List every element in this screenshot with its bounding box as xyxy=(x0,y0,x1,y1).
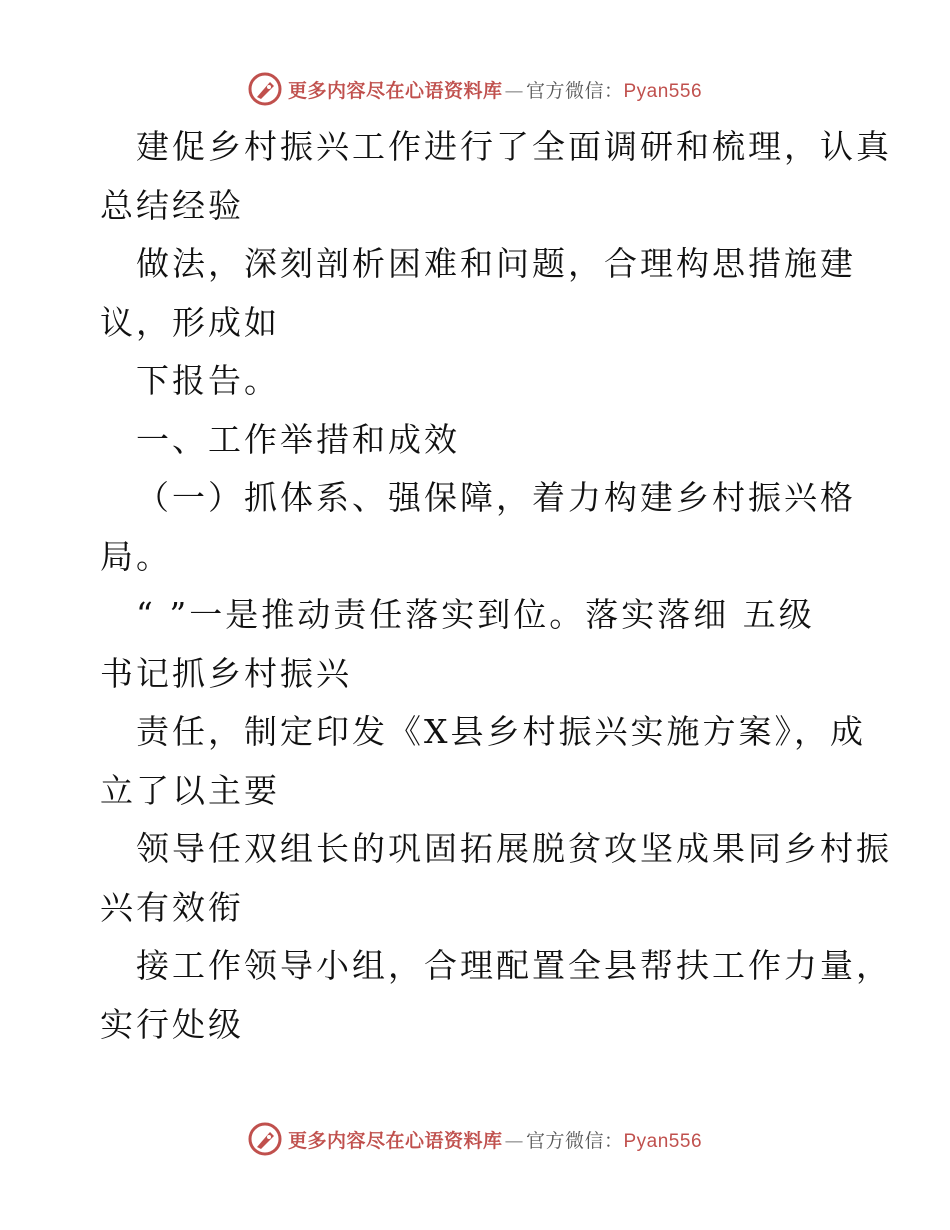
text-line: 责任，制定印发《X县乡村振兴实施方案》，成 xyxy=(136,712,866,751)
document-body xyxy=(100,118,892,1054)
watermark-wechat-id: Pyan556 xyxy=(623,80,703,102)
subsection-heading: （一）抓体系、强保障，着力构建乡村振兴格 xyxy=(136,478,856,517)
text-line: 立了以主要 xyxy=(100,770,280,810)
text-line: 兴有效衔 xyxy=(100,887,244,927)
text-line: 议，形成如 xyxy=(100,302,280,342)
text-line: 局。 xyxy=(100,536,172,576)
pen-nib-logo-icon xyxy=(248,1122,282,1156)
footer-watermark xyxy=(0,1122,950,1156)
pen-nib-logo-icon xyxy=(248,72,282,106)
text-line: “ ”一是推动责任落实到位。落实落细 五级 xyxy=(136,595,815,634)
text-line: 领导任双组长的巩固拓展脱贫攻坚成果同乡村振 xyxy=(136,829,892,868)
text-line: 做法，深刻剖析困难和问题，合理构思措施建 xyxy=(136,244,856,283)
text-line: 接工作领导小组，合理配置全县帮扶工作力量， xyxy=(136,946,892,985)
watermark-site: 更多内容尽在心语资料库 xyxy=(287,1129,503,1152)
text-line: 总结经验 xyxy=(100,185,244,225)
text-line: 建促乡村振兴工作进行了全面调研和梳理，认真 xyxy=(136,127,892,166)
watermark-site: 更多内容尽在心语资料库 xyxy=(287,79,503,102)
watermark-label: 官方微信： xyxy=(525,79,624,102)
text-line: 书记抓乡村振兴 xyxy=(100,653,352,693)
watermark-dash: — xyxy=(504,79,524,102)
section-heading: 一、工作举措和成效 xyxy=(136,419,460,459)
header-watermark xyxy=(0,72,950,106)
watermark-wechat-id: Pyan556 xyxy=(623,1130,703,1152)
text-line: 下报告。 xyxy=(136,361,280,400)
watermark-text xyxy=(288,76,702,103)
watermark-dash: — xyxy=(504,1129,524,1152)
watermark-text xyxy=(288,1126,702,1153)
watermark-label: 官方微信： xyxy=(525,1129,624,1152)
text-line: 实行处级 xyxy=(100,1004,244,1044)
